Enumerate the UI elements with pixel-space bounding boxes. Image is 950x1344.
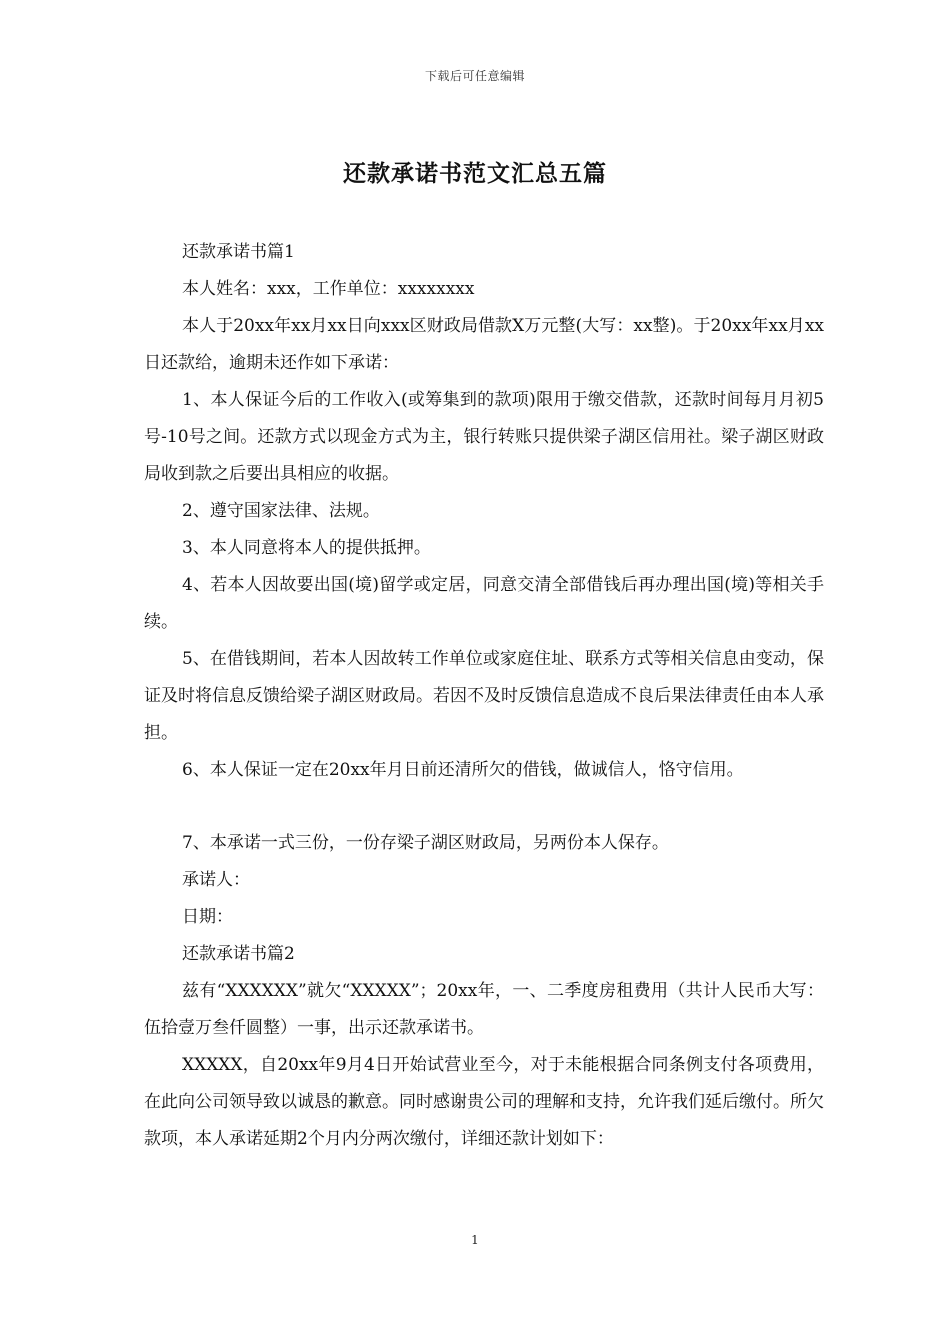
document-title: 还款承诺书范文汇总五篇 xyxy=(343,160,607,187)
paragraph-repayment-plan: XXXXX，自20xx年9月4日开始试营业至今，对于未能根据合同条例支付各项费用，在此向公司领导致以诚恳的歉意。同时感谢贵公司的理解和支持，允许我们延后缴付。所欠款项，本人承诺延期2个月内分两次缴付，详细还款计划如下： xyxy=(144,1055,824,1149)
header-note: 下载后可任意编辑 xyxy=(424,69,525,83)
document-body xyxy=(144,234,824,1158)
section-heading-2: 还款承诺书篇2 xyxy=(182,944,295,964)
paragraph-debt-statement: 兹有“XXXXXX”就欠“XXXXX”；20xx年，一、二季度房租费用（共计人民币大写：伍拾壹万叁仟圆整）一事，出示还款承诺书。 xyxy=(144,981,824,1038)
paragraph-item-6: 6、本人保证一定在20xx年月日前还清所欠的借钱，做诚信人，恪守信用。 xyxy=(182,760,744,780)
page-number: 1 xyxy=(471,1233,479,1247)
paragraph-item-5: 5、在借钱期间，若本人因故转工作单位或家庭住址、联系方式等相关信息由变动，保证及时将信息反馈给梁子湖区财政局。若因不及时反馈信息造成不良后果法律责任由本人承担。 xyxy=(144,649,824,743)
paragraph-loan-statement: 本人于20xx年xx月xx日向xxx区财政局借款X万元整(大写：xx整)。于20xx年xx月xx日还款给，逾期未还作如下承诺： xyxy=(144,316,824,373)
paragraph-item-4: 4、若本人因故要出国(境)留学或定居，同意交清全部借钱后再办理出国(境)等相关手续。 xyxy=(144,575,824,632)
signatory-label: 承诺人： xyxy=(182,870,250,890)
date-label: 日期： xyxy=(182,907,233,927)
paragraph-item-2: 2、遵守国家法律、法规。 xyxy=(182,501,380,521)
paragraph-name-employer: 本人姓名：xxx，工作单位：xxxxxxxx xyxy=(182,279,475,299)
section-heading-1: 还款承诺书篇1 xyxy=(182,242,295,262)
paragraph-item-1: 1、本人保证今后的工作收入(或筹集到的款项)限用于缴交借款，还款时间每月月初5号-10号之间。还款方式以现金方式为主，银行转账只提供梁子湖区信用社。梁子湖区财政局收到款之后要出具相应的收据。 xyxy=(144,390,824,484)
paragraph-item-3: 3、本人同意将本人的提供抵押。 xyxy=(182,538,431,558)
paragraph-item-7: 7、本承诺一式三份，一份存梁子湖区财政局，另两份本人保存。 xyxy=(182,833,669,853)
